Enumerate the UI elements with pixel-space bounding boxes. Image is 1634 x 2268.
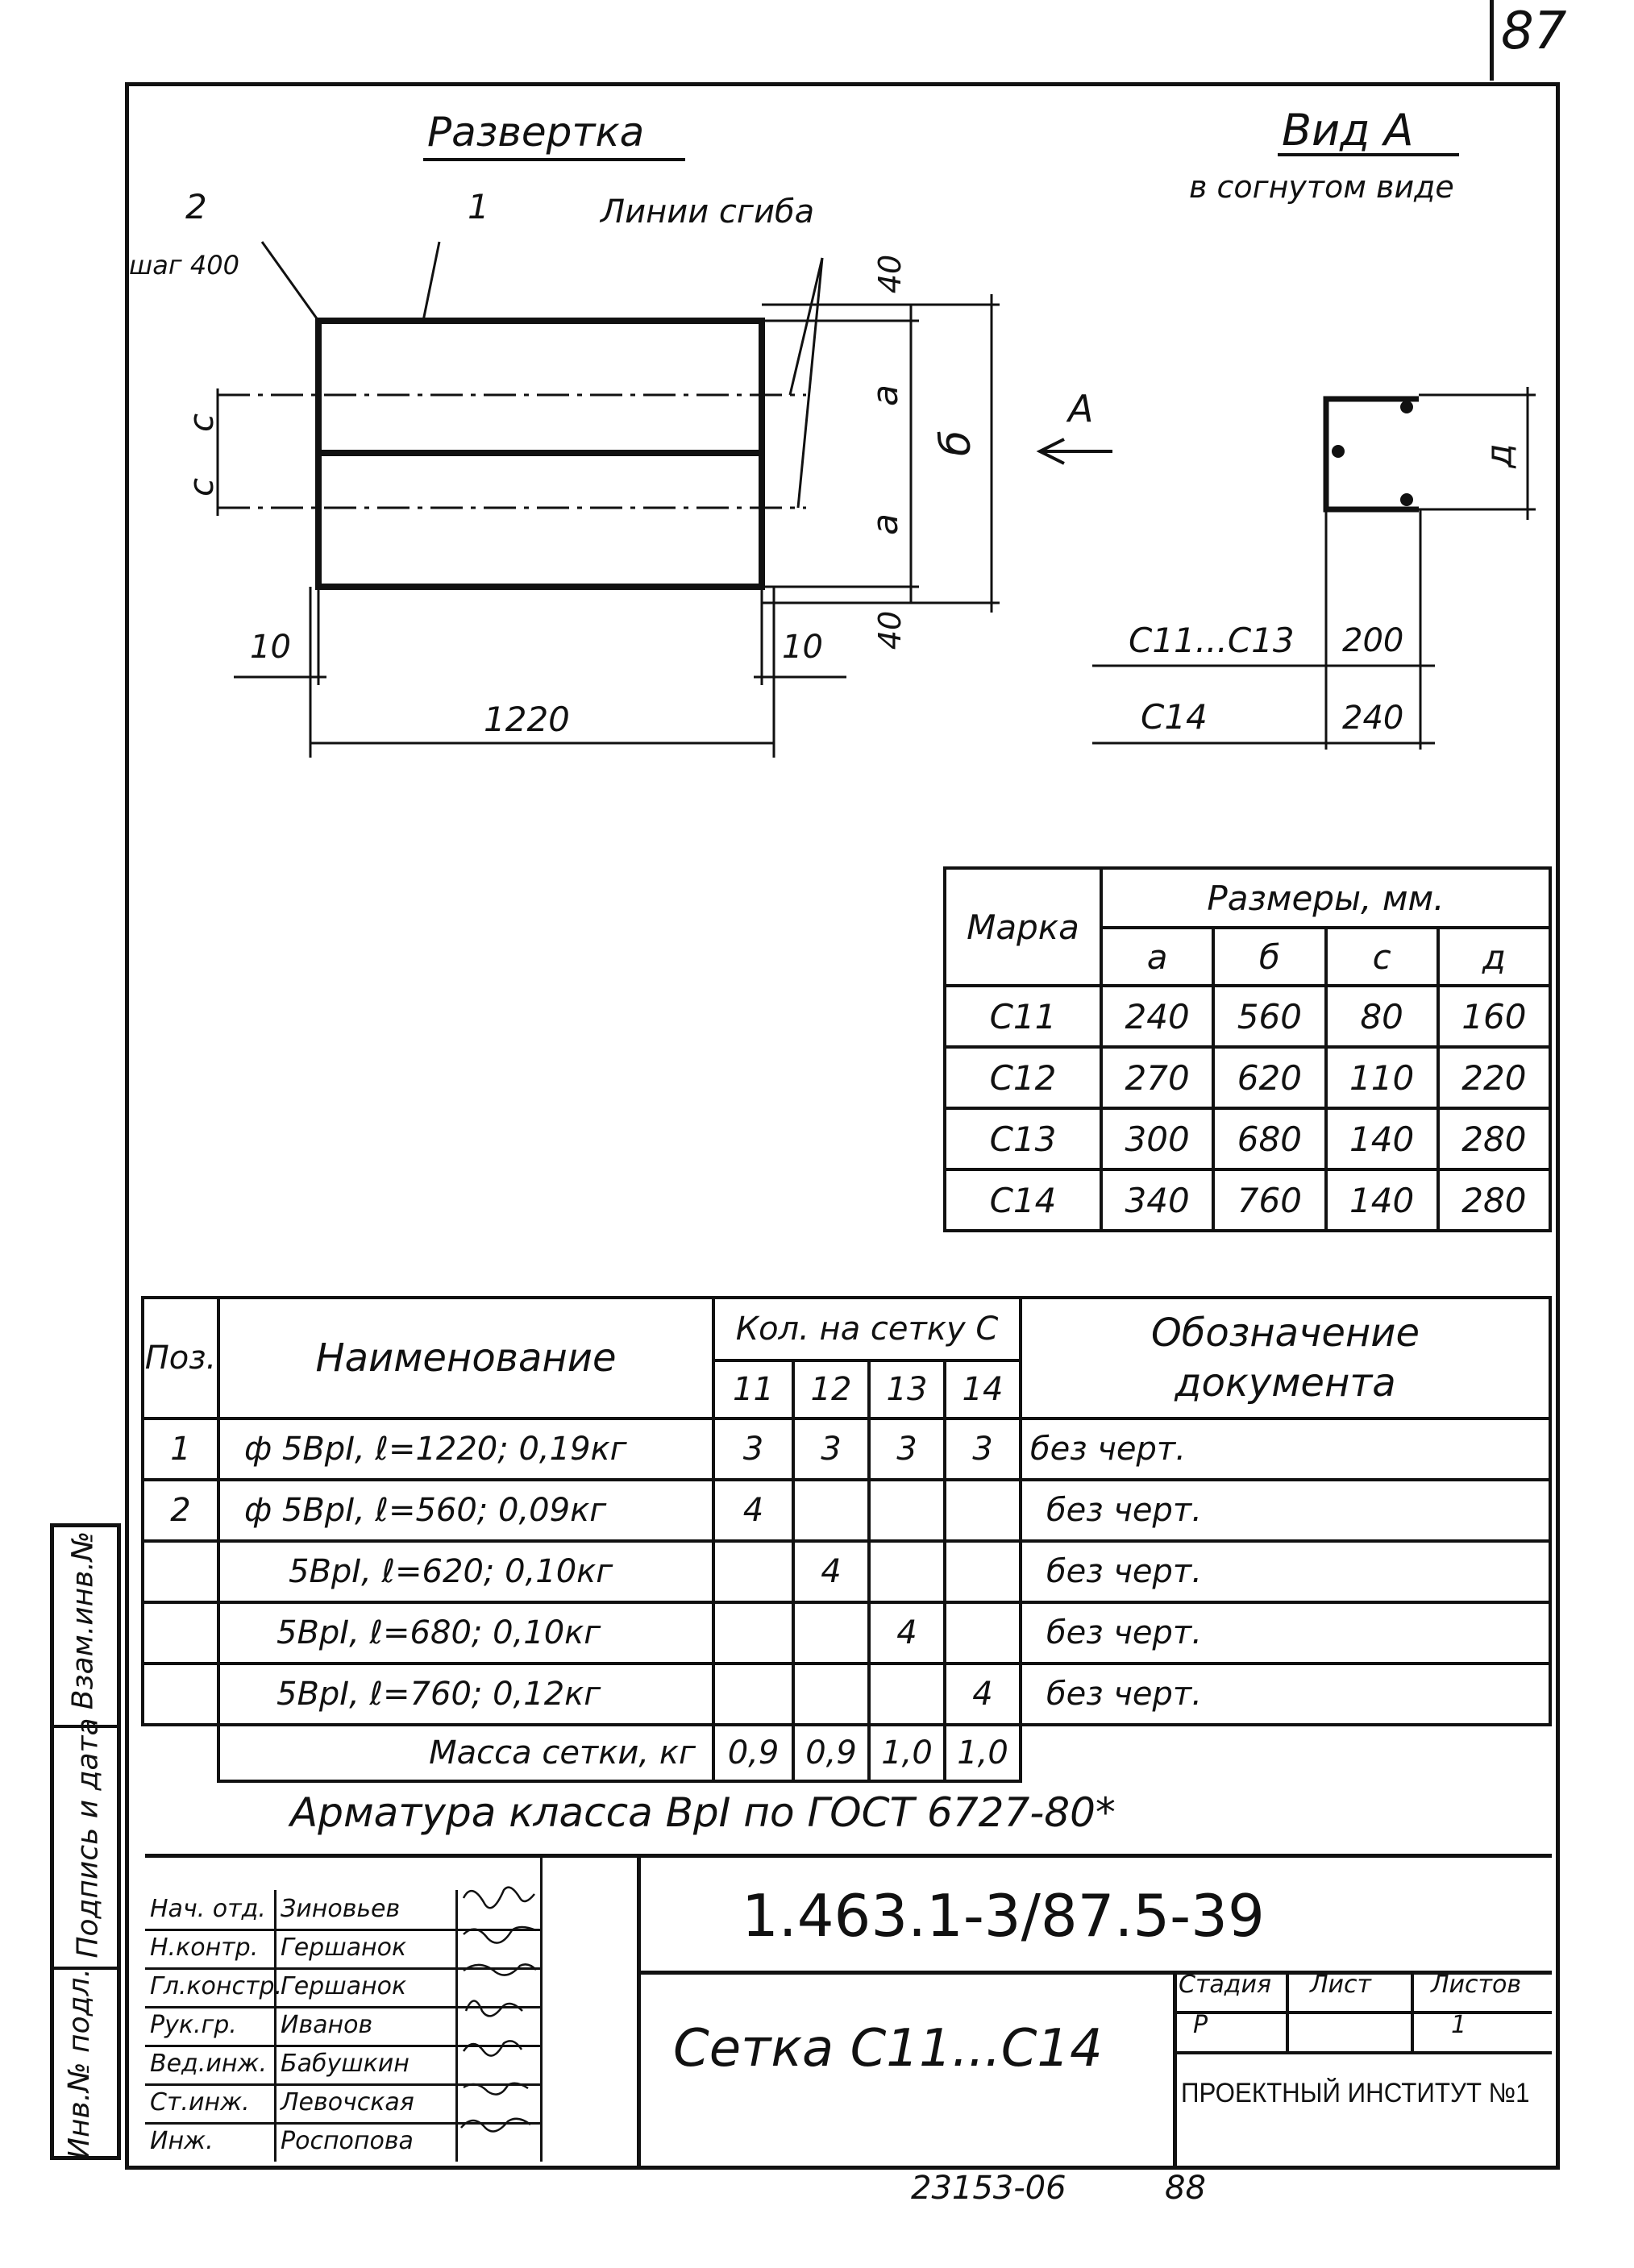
mass-value: 0,9 xyxy=(713,1725,793,1781)
callout-1: 1 xyxy=(468,187,489,226)
callout-2-note: шаг 400 xyxy=(129,250,239,280)
mass-label: Масса сетки, кг xyxy=(218,1725,713,1781)
row-mark: С13 xyxy=(945,1108,1101,1169)
row-mark: С11 xyxy=(945,986,1101,1047)
spec-qty: 4 xyxy=(713,1480,793,1541)
sheets-header: Листов xyxy=(1431,1971,1522,1999)
sig-role: Рук.гр. xyxy=(150,2011,237,2039)
sig-role: Н.контр. xyxy=(150,1934,259,1962)
side-stamp-inventory: Инв.№ подл. xyxy=(62,1968,96,2159)
view-a-mark-1: С11...С13 xyxy=(1129,621,1295,660)
spec-name-header: Наименование xyxy=(218,1298,713,1419)
stage-value: Р xyxy=(1193,2011,1208,2039)
row-a: 240 xyxy=(1101,986,1213,1047)
spec-qty: 4 xyxy=(945,1664,1021,1725)
sig-name: Зиновьев xyxy=(281,1895,401,1923)
spec-qty: 3 xyxy=(793,1419,869,1480)
dim-left-10: 10 xyxy=(250,629,291,666)
row-d: 280 xyxy=(1438,1108,1550,1169)
side-stamp-replaced: Взам.инв.№ xyxy=(66,1531,100,1710)
sig-name: Левочская xyxy=(281,2088,414,2116)
dim-right-10: 10 xyxy=(782,629,823,666)
spec-qty: 3 xyxy=(713,1419,793,1480)
row-b: 560 xyxy=(1213,986,1325,1047)
spec-doc-header-line2: документа xyxy=(1175,1360,1396,1406)
dim-bottom-40: 40 xyxy=(872,610,908,650)
stage-header: Стадия xyxy=(1179,1971,1272,1999)
col-mark-header: Марка xyxy=(945,868,1101,986)
dim-c-2: с xyxy=(181,477,222,497)
unfolded-title: Развертка xyxy=(427,109,645,156)
row-c: 140 xyxy=(1326,1169,1438,1231)
sig-role: Нач. отд. xyxy=(150,1895,266,1923)
row-a: 270 xyxy=(1101,1047,1213,1108)
document-name: Сетка С11...С14 xyxy=(673,2019,1103,2079)
row-b: 620 xyxy=(1213,1047,1325,1108)
row-d: 220 xyxy=(1438,1047,1550,1108)
page-number: 87 xyxy=(1501,2,1567,61)
dim-width: 1220 xyxy=(484,700,570,739)
row-d: 160 xyxy=(1438,986,1550,1047)
row-c: 140 xyxy=(1326,1108,1438,1169)
sig-role: Инж. xyxy=(150,2127,214,2155)
row-c: 110 xyxy=(1326,1047,1438,1108)
view-a-dim-d: д xyxy=(1478,443,1520,468)
view-a-mark-2: С14 xyxy=(1141,697,1208,737)
sub-d: д xyxy=(1438,928,1550,986)
spec-name: 5ВрI, ℓ=760; 0,12кг xyxy=(218,1664,713,1725)
spec-qty: 3 xyxy=(945,1419,1021,1480)
spec-doc: без черт. xyxy=(1021,1602,1550,1664)
spec-doc: без черт. xyxy=(1021,1541,1550,1602)
footer-number: 23153-06 xyxy=(911,2170,1066,2207)
row-mark: С12 xyxy=(945,1047,1101,1108)
spec-doc: без черт. xyxy=(1021,1664,1550,1725)
spec-qty-col-12: 12 xyxy=(793,1360,869,1419)
col-sizes-header: Размеры, мм. xyxy=(1101,868,1550,928)
spec-qty-col-11: 11 xyxy=(713,1360,793,1419)
spec-pos-header: Поз. xyxy=(143,1298,218,1419)
sig-name: Гершанок xyxy=(281,1972,407,2000)
sig-name: Гершанок xyxy=(281,1934,407,1962)
row-a: 340 xyxy=(1101,1169,1213,1231)
sub-c: с xyxy=(1326,928,1438,986)
document-code: 1.463.1-3/87.5-39 xyxy=(742,1882,1265,1950)
arrow-a-label: А xyxy=(1068,387,1094,430)
bend-lines-label: Линии сгиба xyxy=(601,193,815,231)
dim-c-1: с xyxy=(181,413,222,433)
sig-name: Иванов xyxy=(281,2011,373,2039)
row-c: 80 xyxy=(1326,986,1438,1047)
organization-name: ПРОЕКТНЫЙ ИНСТИТУТ №1 xyxy=(1181,2078,1530,2108)
view-a-value-2: 240 xyxy=(1342,700,1404,737)
spec-doc-header-line1: Обозначение xyxy=(1150,1310,1420,1356)
spec-name: ф 5ВрI, ℓ=1220; 0,19кг xyxy=(218,1419,713,1480)
spec-qty-col-13: 13 xyxy=(869,1360,945,1419)
spec-name: 5ВрI, ℓ=620; 0,10кг xyxy=(218,1541,713,1602)
view-a-title: Вид А xyxy=(1282,105,1414,156)
sig-role: Вед.инж. xyxy=(150,2050,267,2078)
row-a: 300 xyxy=(1101,1108,1213,1169)
sig-name: Роспопова xyxy=(281,2127,414,2155)
sheets-value: 1 xyxy=(1451,2011,1467,2039)
mass-value: 1,0 xyxy=(869,1725,945,1781)
spec-qty: 3 xyxy=(869,1419,945,1480)
spec-doc: без черт. xyxy=(1021,1419,1550,1480)
mass-value: 0,9 xyxy=(793,1725,869,1781)
sig-role: Ст.инж. xyxy=(150,2088,250,2116)
dim-b: б xyxy=(932,430,981,457)
row-mark: С14 xyxy=(945,1169,1101,1231)
spec-qty-col-14: 14 xyxy=(945,1360,1021,1419)
view-a-subtitle: в согнутом виде xyxy=(1189,169,1454,205)
spec-name: ф 5ВрI, ℓ=560; 0,09кг xyxy=(218,1480,713,1541)
reinforcement-note: Арматура класса ВрI по ГОСТ 6727-80* xyxy=(290,1789,1116,1836)
row-b: 760 xyxy=(1213,1169,1325,1231)
mass-value: 1,0 xyxy=(945,1725,1021,1781)
spec-qty: 4 xyxy=(869,1602,945,1664)
spec-pos: 2 xyxy=(143,1480,218,1541)
sheet-header: Лист xyxy=(1310,1971,1372,1999)
view-a-value-1: 200 xyxy=(1342,622,1404,659)
callout-2: 2 xyxy=(185,187,207,226)
row-b: 680 xyxy=(1213,1108,1325,1169)
spec-qty-header: Кол. на сетку С xyxy=(713,1298,1021,1360)
dim-a-2: а xyxy=(864,513,906,535)
row-d: 280 xyxy=(1438,1169,1550,1231)
sub-a: а xyxy=(1101,928,1213,986)
sig-role: Гл.констр. xyxy=(150,1972,283,2000)
sub-b: б xyxy=(1213,928,1325,986)
sig-name: Бабушкин xyxy=(281,2050,410,2078)
spec-name: 5ВрI, ℓ=680; 0,10кг xyxy=(218,1602,713,1664)
spec-doc: без черт. xyxy=(1021,1480,1550,1541)
dim-top-40: 40 xyxy=(872,254,908,294)
spec-qty: 4 xyxy=(793,1541,869,1602)
spec-pos: 1 xyxy=(143,1419,218,1480)
side-stamp-signature-date: Подпись и дата xyxy=(71,1718,105,1959)
dim-a-1: а xyxy=(864,384,906,406)
footer-number-2: 88 xyxy=(1165,2170,1206,2207)
